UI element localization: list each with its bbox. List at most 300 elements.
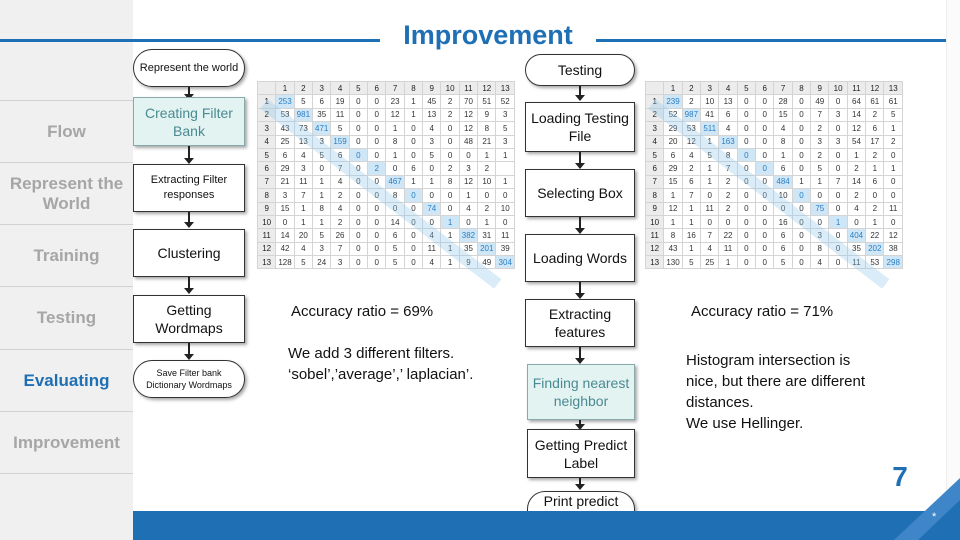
matrix-cell: 404 — [847, 229, 865, 242]
matrix-row-header: 7 — [646, 175, 664, 188]
matrix-row-header: 2 — [646, 108, 664, 121]
matrix-cell: 0 — [441, 135, 459, 148]
matrix-row-header: 6 — [646, 162, 664, 175]
matrix-cell: 0 — [368, 95, 386, 108]
matrix-cell: 4 — [701, 242, 719, 255]
matrix-cell: 53 — [866, 256, 884, 269]
nav-item-flow[interactable]: Flow — [47, 121, 86, 141]
matrix-col-header: 13 — [884, 82, 903, 95]
matrix-cell: 4 — [459, 202, 477, 215]
matrix-cell: 0 — [792, 229, 810, 242]
matrix-cell: 48 — [459, 135, 477, 148]
matrix-cell: 0 — [349, 108, 367, 121]
accuracy-left: Accuracy ratio = 69% — [291, 303, 434, 320]
matrix-cell: 0 — [459, 148, 477, 161]
matrix-cell: 1 — [496, 175, 515, 188]
matrix-cell: 1 — [774, 148, 792, 161]
flow-arrow — [188, 212, 190, 223]
matrix-cell: 1 — [404, 108, 422, 121]
matrix-cell: 4 — [719, 122, 737, 135]
flow-step-finding-nearest-neighbor: Finding nearest neighbor — [527, 364, 635, 420]
flow-arrow — [579, 478, 581, 485]
matrix-cell: 31 — [478, 229, 496, 242]
matrix-cell: 6 — [866, 122, 884, 135]
matrix-col-header: 2 — [294, 82, 312, 95]
matrix-row — [646, 229, 903, 242]
matrix-cell: 2 — [478, 162, 496, 175]
matrix-cell: 11 — [884, 202, 903, 215]
matrix-cell: 0 — [719, 215, 737, 228]
matrix-cell: 2 — [682, 162, 700, 175]
matrix-cell: 29 — [664, 122, 682, 135]
matrix-corner-cell — [258, 82, 276, 95]
flow-arrow — [579, 420, 581, 425]
matrix-cell: 0 — [737, 242, 755, 255]
matrix-cell: 1 — [719, 256, 737, 269]
matrix-cell: 0 — [368, 215, 386, 228]
matrix-cell: 1 — [386, 148, 404, 161]
matrix-cell: 22 — [866, 229, 884, 242]
matrix-cell: 28 — [774, 95, 792, 108]
matrix-row — [646, 148, 903, 161]
matrix-cell: 5 — [313, 148, 331, 161]
matrix-cell: 0 — [313, 162, 331, 175]
matrix-cell: 2 — [811, 148, 829, 161]
matrix-col-header: 7 — [386, 82, 404, 95]
matrix-cell: 0 — [423, 189, 441, 202]
matrix-cell: 467 — [386, 175, 404, 188]
matrix-cell: 0 — [349, 215, 367, 228]
matrix-cell: 0 — [737, 256, 755, 269]
matrix-row-header: 2 — [258, 108, 276, 121]
matrix-cell: 64 — [847, 95, 865, 108]
matrix-cell: 49 — [811, 95, 829, 108]
nav-item-improvement[interactable]: Improvement — [13, 432, 120, 452]
matrix-cell: 0 — [792, 242, 810, 255]
matrix-row — [646, 215, 903, 228]
matrix-cell: 14 — [276, 229, 294, 242]
matrix-cell: 1 — [441, 242, 459, 255]
matrix-cell: 1 — [313, 215, 331, 228]
matrix-cell: 0 — [792, 122, 810, 135]
nav-item-training[interactable]: Training — [33, 245, 100, 265]
matrix-row-header: 6 — [258, 162, 276, 175]
matrix-col-header: 1 — [664, 82, 682, 95]
matrix-cell: 0 — [884, 148, 903, 161]
matrix-cell: 1 — [423, 175, 441, 188]
flow-arrow — [188, 146, 190, 159]
matrix-cell: 53 — [682, 122, 700, 135]
matrix-cell: 7 — [294, 189, 312, 202]
matrix-cell: 13 — [719, 95, 737, 108]
matrix-cell: 11 — [496, 229, 515, 242]
matrix-cell: 12 — [664, 202, 682, 215]
matrix-cell: 12 — [459, 122, 477, 135]
matrix-cell: 2 — [478, 202, 496, 215]
matrix-cell: 4 — [847, 202, 865, 215]
matrix-cell: 22 — [719, 229, 737, 242]
matrix-cell: 1 — [404, 175, 422, 188]
matrix-col-header: 11 — [847, 82, 865, 95]
matrix-cell: 1 — [664, 189, 682, 202]
matrix-cell: 3 — [294, 162, 312, 175]
matrix-cell: 1 — [682, 215, 700, 228]
matrix-cell: 0 — [349, 95, 367, 108]
matrix-cell: 3 — [496, 108, 515, 121]
matrix-cell: 1 — [294, 202, 312, 215]
matrix-cell: 2 — [847, 162, 865, 175]
matrix-cell: 0 — [404, 202, 422, 215]
matrix-col-header: 1 — [276, 82, 294, 95]
matrix-cell: 2 — [368, 162, 386, 175]
matrix-row-header: 10 — [646, 215, 664, 228]
flow-arrow — [579, 86, 581, 96]
matrix-cell: 5 — [294, 256, 312, 269]
matrix-cell: 35 — [313, 108, 331, 121]
matrix-col-header: 9 — [811, 82, 829, 95]
matrix-cell: 0 — [792, 162, 810, 175]
matrix-cell: 0 — [756, 175, 774, 188]
matrix-cell: 11 — [423, 242, 441, 255]
matrix-cell: 16 — [774, 215, 792, 228]
matrix-cell: 2 — [866, 108, 884, 121]
matrix-row-header: 8 — [258, 189, 276, 202]
matrix-cell: 1 — [682, 242, 700, 255]
matrix-cell: 4 — [294, 148, 312, 161]
matrix-cell: 2 — [719, 202, 737, 215]
matrix-cell: 0 — [404, 122, 422, 135]
matrix-row-header: 11 — [258, 229, 276, 242]
matrix-row-header: 13 — [258, 256, 276, 269]
matrix-row-header: 9 — [646, 202, 664, 215]
matrix-cell: 11 — [331, 108, 349, 121]
matrix-cell: 0 — [349, 162, 367, 175]
matrix-cell: 0 — [404, 148, 422, 161]
matrix-cell: 0 — [737, 108, 755, 121]
matrix-row — [258, 175, 515, 188]
matrix-col-header: 8 — [792, 82, 810, 95]
matrix-cell: 4 — [423, 122, 441, 135]
matrix-cell: 61 — [866, 95, 884, 108]
flow-arrow — [188, 87, 190, 95]
matrix-cell: 8 — [774, 135, 792, 148]
nav-item-evaluating[interactable]: Evaluating — [23, 370, 110, 390]
matrix-cell: 0 — [829, 256, 847, 269]
matrix-cell: 19 — [331, 95, 349, 108]
matrix-cell: 51 — [478, 95, 496, 108]
matrix-cell: 0 — [404, 135, 422, 148]
matrix-cell: 14 — [386, 215, 404, 228]
matrix-cell: 128 — [276, 256, 294, 269]
matrix-row-header: 9 — [258, 202, 276, 215]
matrix-cell: 0 — [792, 215, 810, 228]
matrix-cell: 20 — [294, 229, 312, 242]
flow-arrow — [579, 152, 581, 164]
matrix-cell: 3 — [276, 189, 294, 202]
flow-step-extracting-filter-responses: Extracting Filter responses — [133, 164, 245, 212]
matrix-cell: 0 — [792, 148, 810, 161]
matrix-cell: 73 — [294, 122, 312, 135]
matrix-row-header: 8 — [646, 189, 664, 202]
matrix-cell: 39 — [496, 242, 515, 255]
title-rule-right — [596, 39, 946, 42]
matrix-cell: 382 — [459, 229, 477, 242]
matrix-cell: 11 — [294, 175, 312, 188]
matrix-cell: 7 — [719, 162, 737, 175]
title-rule-left — [0, 39, 380, 42]
matrix-row-header: 1 — [258, 95, 276, 108]
matrix-cell: 49 — [478, 256, 496, 269]
matrix-cell: 0 — [349, 148, 367, 161]
matrix-cell: 3 — [496, 135, 515, 148]
matrix-row — [646, 135, 903, 148]
matrix-cell: 9 — [459, 256, 477, 269]
matrix-cell: 2 — [847, 189, 865, 202]
matrix-cell: 4 — [811, 256, 829, 269]
matrix-cell: 0 — [404, 256, 422, 269]
slide-number: 7 — [892, 461, 908, 492]
matrix-cell: 0 — [368, 148, 386, 161]
matrix-cell: 5 — [294, 95, 312, 108]
matrix-cell: 0 — [756, 108, 774, 121]
matrix-cell: 1 — [701, 175, 719, 188]
matrix-row-header: 12 — [646, 242, 664, 255]
matrix-cell: 5 — [701, 148, 719, 161]
matrix-cell: 15 — [664, 175, 682, 188]
matrix-cell: 0 — [441, 122, 459, 135]
matrix-cell: 1 — [459, 189, 477, 202]
matrix-cell: 0 — [756, 242, 774, 255]
matrix-cell: 0 — [829, 148, 847, 161]
matrix-cell: 0 — [737, 229, 755, 242]
matrix-cell: 0 — [737, 162, 755, 175]
matrix-cell: 6 — [664, 148, 682, 161]
matrix-cell: 1 — [404, 95, 422, 108]
matrix-cell: 0 — [737, 215, 755, 228]
matrix-col-header: 9 — [423, 82, 441, 95]
matrix-cell: 11 — [719, 242, 737, 255]
matrix-cell: 2 — [441, 95, 459, 108]
matrix-cell: 6 — [774, 162, 792, 175]
matrix-cell: 4 — [331, 175, 349, 188]
matrix-row — [646, 95, 903, 108]
matrix-cell: 0 — [756, 148, 774, 161]
matrix-cell: 0 — [829, 229, 847, 242]
matrix-cell: 8 — [811, 242, 829, 255]
matrix-cell: 8 — [478, 122, 496, 135]
matrix-cell: 0 — [459, 215, 477, 228]
matrix-cell: 1 — [294, 215, 312, 228]
matrix-col-header: 13 — [496, 82, 515, 95]
matrix-col-header: 6 — [756, 82, 774, 95]
matrix-row-header: 4 — [258, 135, 276, 148]
matrix-cell: 0 — [368, 202, 386, 215]
matrix-row — [258, 148, 515, 161]
matrix-cell: 3 — [313, 135, 331, 148]
nav-item-testing[interactable]: Testing — [36, 308, 97, 327]
histogram-text-line4: We use Hellinger. — [686, 415, 804, 432]
matrix-row — [258, 135, 515, 148]
matrix-row — [646, 108, 903, 121]
matrix-row — [258, 95, 515, 108]
flow-arrow — [188, 277, 190, 289]
matrix-cell: 12 — [847, 122, 865, 135]
matrix-cell: 4 — [423, 229, 441, 242]
matrix-cell: 9 — [478, 108, 496, 121]
matrix-cell: 54 — [847, 135, 865, 148]
matrix-cell: 3 — [313, 242, 331, 255]
matrix-cell: 0 — [404, 229, 422, 242]
matrix-cell: 2 — [331, 215, 349, 228]
matrix-row — [258, 162, 515, 175]
matrix-cell: 4 — [423, 256, 441, 269]
matrix-cell: 0 — [423, 215, 441, 228]
matrix-col-header: 12 — [478, 82, 496, 95]
matrix-cell: 8 — [664, 229, 682, 242]
matrix-cell: 202 — [866, 242, 884, 255]
matrix-row — [646, 242, 903, 255]
matrix-cell: 6 — [682, 175, 700, 188]
matrix-row — [646, 162, 903, 175]
matrix-cell: 471 — [313, 122, 331, 135]
matrix-cell: 1 — [829, 215, 847, 228]
matrix-cell: 0 — [792, 135, 810, 148]
matrix-cell: 0 — [701, 215, 719, 228]
matrix-cell: 2 — [866, 202, 884, 215]
matrix-cell: 0 — [276, 215, 294, 228]
matrix-cell: 2 — [719, 175, 737, 188]
matrix-cell: 4 — [682, 148, 700, 161]
matrix-cell: 0 — [756, 135, 774, 148]
matrix-cell: 0 — [792, 95, 810, 108]
matrix-cell: 0 — [349, 256, 367, 269]
matrix-cell: 0 — [404, 242, 422, 255]
matrix-cell: 42 — [276, 242, 294, 255]
matrix-col-header: 5 — [737, 82, 755, 95]
matrix-cell: 0 — [349, 135, 367, 148]
matrix-cell: 10 — [774, 189, 792, 202]
matrix-col-header: 12 — [866, 82, 884, 95]
matrix-cell: 25 — [701, 256, 719, 269]
matrix-row-header: 4 — [646, 135, 664, 148]
matrix-cell: 5 — [331, 122, 349, 135]
matrix-cell: 26 — [331, 229, 349, 242]
matrix-row-header: 11 — [646, 229, 664, 242]
matrix-cell: 0 — [737, 175, 755, 188]
matrix-cell: 7 — [811, 108, 829, 121]
matrix-cell: 0 — [441, 148, 459, 161]
matrix-cell: 0 — [737, 95, 755, 108]
matrix-row — [258, 108, 515, 121]
matrix-cell: 0 — [829, 189, 847, 202]
matrix-cell: 8 — [441, 175, 459, 188]
matrix-cell — [496, 162, 515, 175]
matrix-cell: 163 — [719, 135, 737, 148]
matrix-col-header: 4 — [331, 82, 349, 95]
matrix-cell: 10 — [701, 95, 719, 108]
footer-star: * — [932, 511, 937, 523]
matrix-row — [646, 175, 903, 188]
flow-step-loading-words: Loading Words — [525, 234, 635, 282]
matrix-cell: 13 — [294, 135, 312, 148]
histogram-text-line3: distances. — [686, 394, 754, 411]
filters-text-line2: ‘sobel’,’average’,’ laplacian’. — [288, 366, 474, 383]
matrix-cell: 12 — [459, 108, 477, 121]
matrix-cell: 7 — [682, 189, 700, 202]
matrix-cell: 35 — [847, 242, 865, 255]
matrix-cell: 29 — [664, 162, 682, 175]
matrix-cell: 6 — [386, 229, 404, 242]
matrix-cell: 43 — [664, 242, 682, 255]
matrix-cell: 5 — [423, 148, 441, 161]
matrix-row-header: 13 — [646, 256, 664, 269]
matrix-cell: 12 — [884, 229, 903, 242]
matrix-col-header: 6 — [368, 82, 386, 95]
matrix-cell: 0 — [368, 135, 386, 148]
matrix-cell: 1 — [313, 189, 331, 202]
matrix-row — [258, 242, 515, 255]
matrix-cell: 4 — [331, 202, 349, 215]
histogram-text-line1: Histogram intersection is — [686, 352, 851, 369]
matrix-cell: 2 — [682, 95, 700, 108]
matrix-cell: 0 — [423, 162, 441, 175]
matrix-cell: 2 — [866, 148, 884, 161]
matrix-cell: 0 — [496, 189, 515, 202]
matrix-cell: 1 — [866, 215, 884, 228]
matrix-cell: 1 — [386, 122, 404, 135]
flow-step-loading-testing-file: Loading Testing File — [525, 102, 635, 152]
matrix-cell: 61 — [884, 95, 903, 108]
confusion-matrix-left — [257, 81, 515, 269]
matrix-cell: 1 — [866, 162, 884, 175]
matrix-cell: 201 — [478, 242, 496, 255]
matrix-cell: 5 — [774, 256, 792, 269]
matrix-cell: 0 — [884, 189, 903, 202]
flow-step-clustering: Clustering — [133, 229, 245, 277]
matrix-cell: 13 — [423, 108, 441, 121]
matrix-cell: 0 — [368, 175, 386, 188]
filters-text-line1: We add 3 different filters. — [288, 345, 455, 362]
right-edge-strip — [946, 0, 960, 510]
matrix-cell: 981 — [294, 108, 312, 121]
matrix-col-header: 5 — [349, 82, 367, 95]
flow-step-getting-predict-label: Getting Predict Label — [527, 429, 635, 478]
matrix-cell: 0 — [756, 229, 774, 242]
matrix-cell: 239 — [664, 95, 682, 108]
matrix-cell: 11 — [847, 256, 865, 269]
matrix-cell: 0 — [756, 95, 774, 108]
matrix-cell: 0 — [811, 189, 829, 202]
matrix-cell: 987 — [682, 108, 700, 121]
matrix-cell: 0 — [368, 122, 386, 135]
matrix-cell: 484 — [774, 175, 792, 188]
matrix-col-header: 11 — [459, 82, 477, 95]
matrix-cell: 3 — [459, 162, 477, 175]
matrix-cell: 0 — [756, 162, 774, 175]
matrix-cell: 20 — [664, 135, 682, 148]
matrix-cell: 0 — [884, 215, 903, 228]
nav-item-represent-the-world[interactable]: Represent the World — [9, 173, 124, 213]
matrix-cell: 0 — [478, 189, 496, 202]
matrix-cell: 0 — [349, 229, 367, 242]
matrix-cell: 16 — [682, 229, 700, 242]
flow-arrow — [579, 347, 581, 359]
matrix-cell: 0 — [756, 256, 774, 269]
matrix-cell: 10 — [496, 202, 515, 215]
matrix-cell: 0 — [386, 202, 404, 215]
matrix-cell: 3 — [811, 135, 829, 148]
matrix-cell: 0 — [829, 202, 847, 215]
